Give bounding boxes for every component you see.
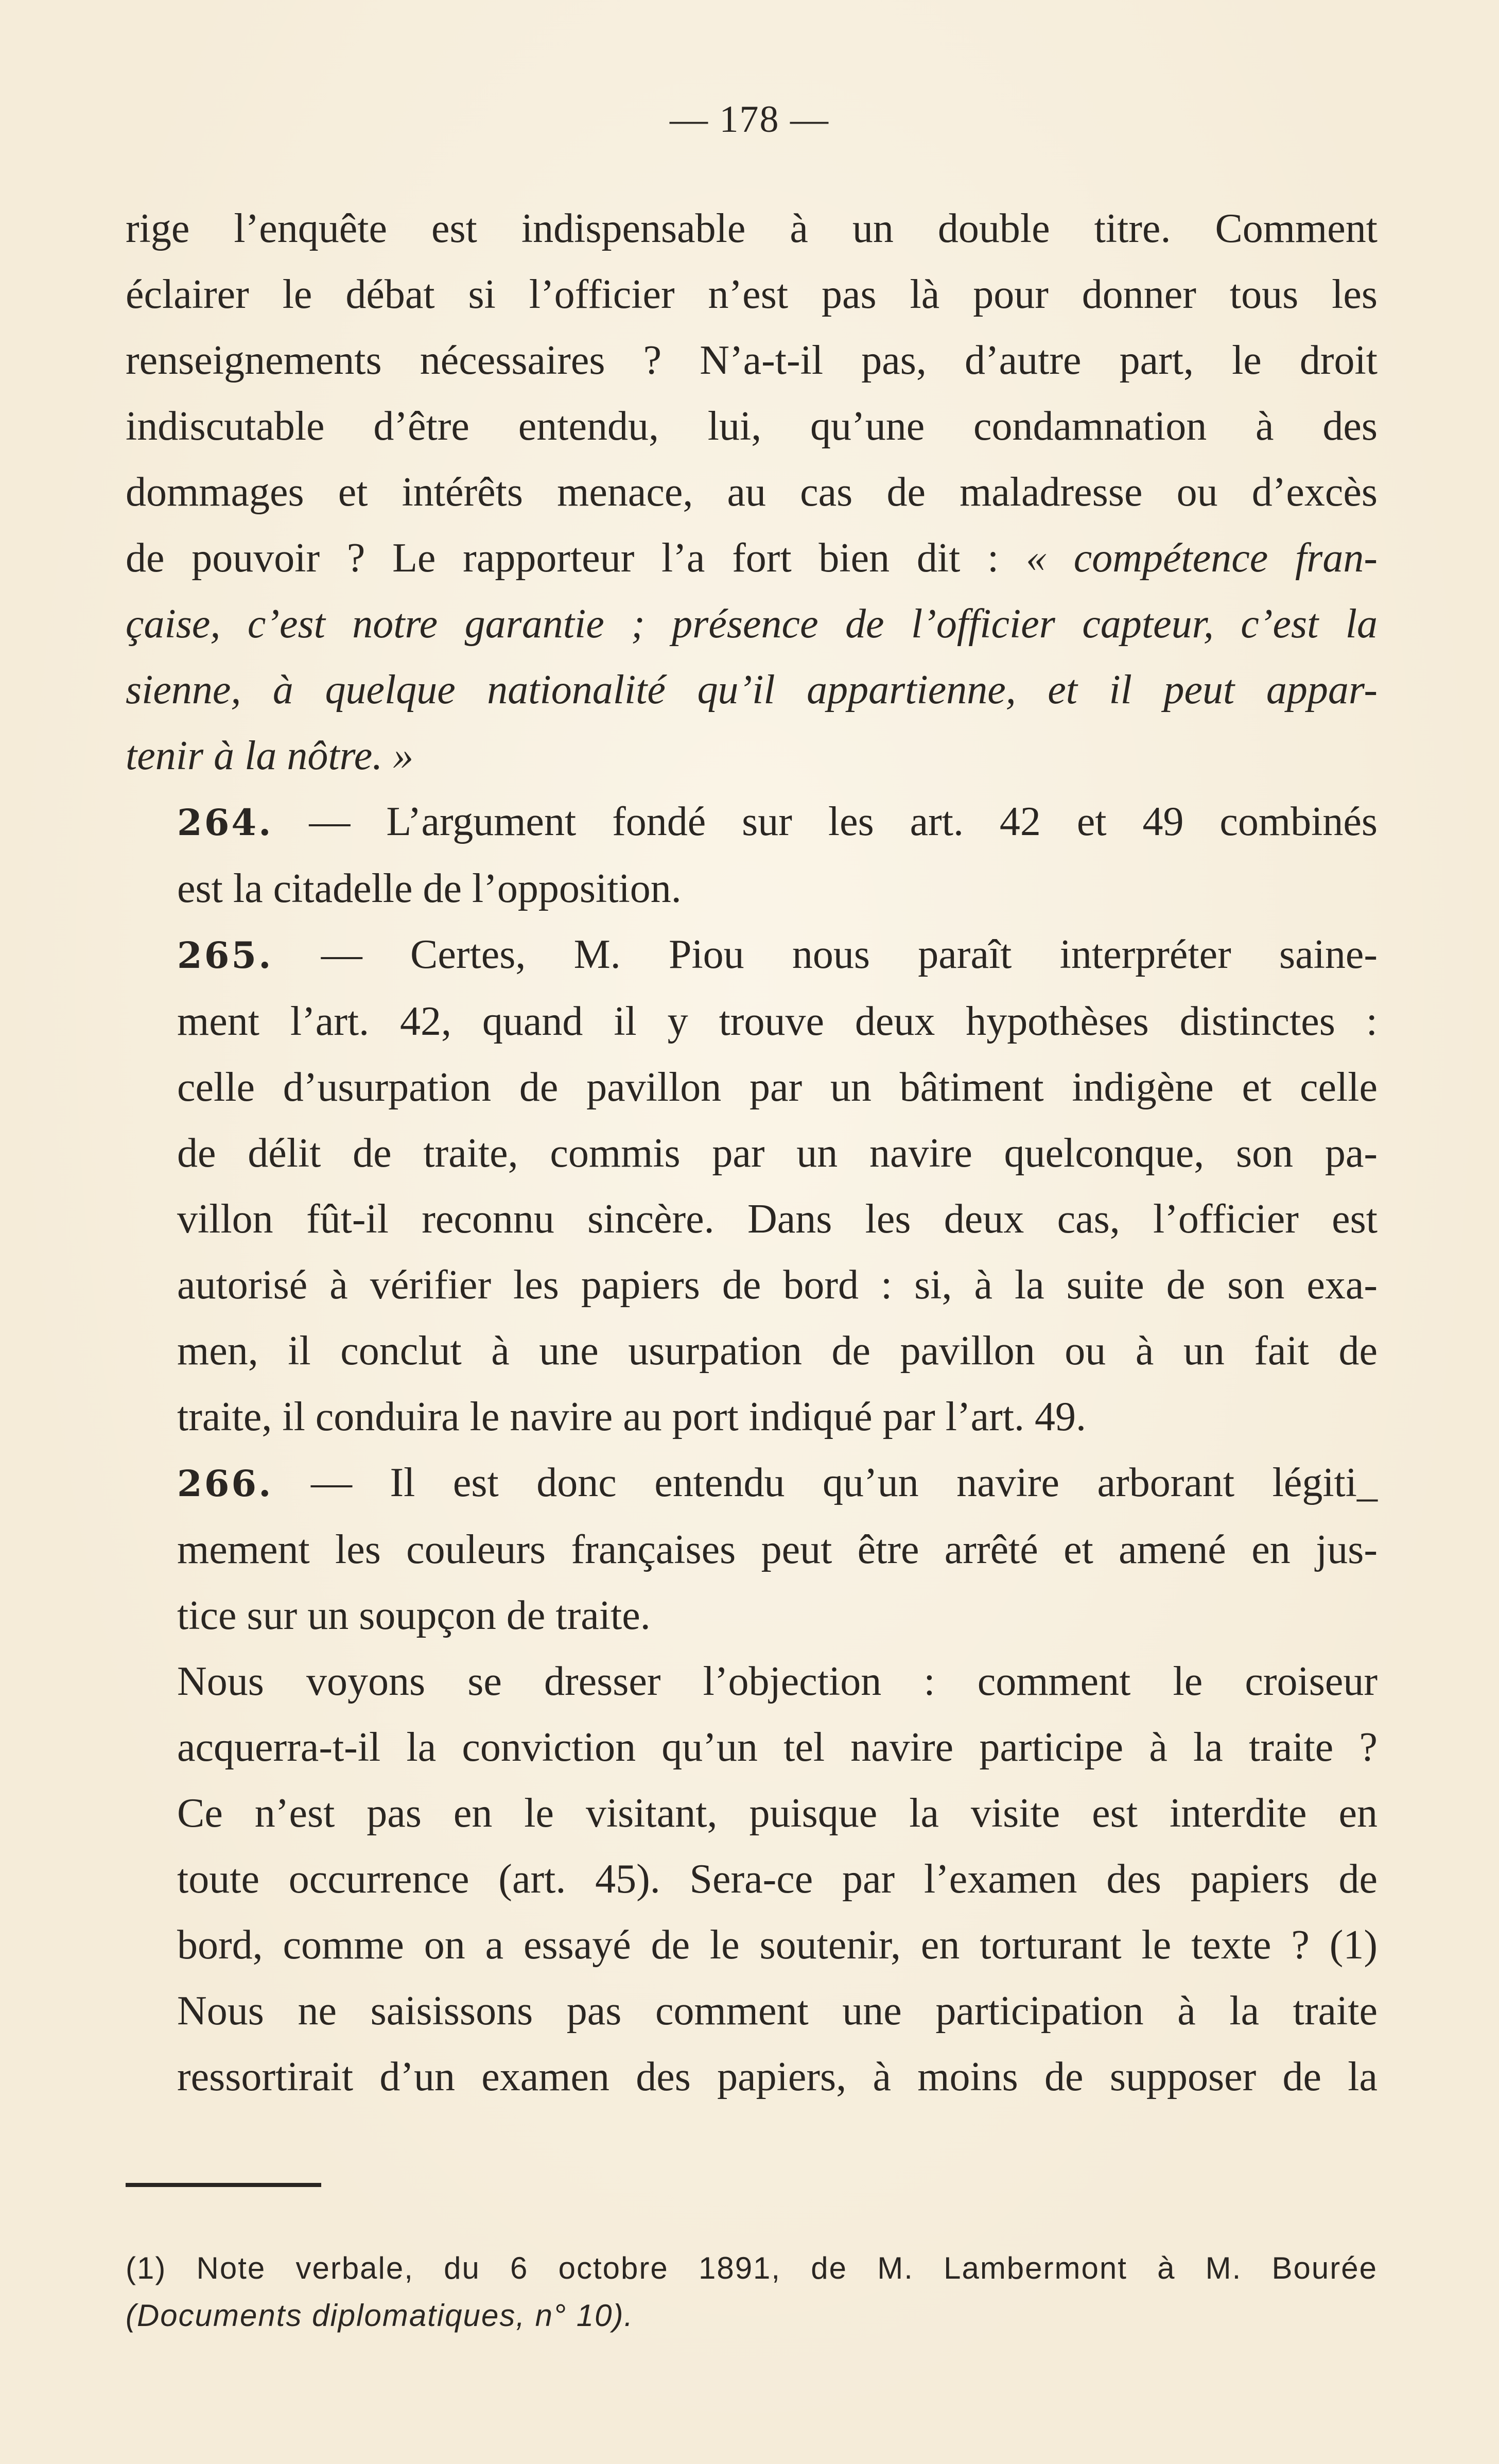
paragraph-266 — [126, 1450, 1378, 1649]
text-line: men, il conclut à une usurpation de pavillon ou à un fait de — [177, 1328, 1378, 1374]
paragraph-264 — [126, 789, 1378, 922]
text-line: éclairer le débat si l’officier n’est pas là pour donner tous les — [126, 272, 1378, 317]
text-line: renseignements nécessaires ? N’a-t-il pas, d’autre part, le droit — [126, 338, 1378, 383]
footnote — [126, 2245, 1378, 2339]
text-line: indiscutable d’être entendu, lui, qu’une condamnation à des — [126, 404, 1378, 449]
text-segment: — Il est donc entendu qu’un navire arborant légiti_ — [311, 1460, 1378, 1505]
text-line — [126, 789, 1378, 856]
text-line: ment l’art. 42, quand il y trouve deux hypothèses distinctes : — [177, 999, 1378, 1044]
text-line: villon fût-il reconnu sincère. Dans les deux cas, l’officier est — [177, 1196, 1378, 1242]
text-line — [126, 922, 1378, 988]
footnote-line: (1) Note verbale, du 6 octobre 1891, de M. Lambermont à M. Bourée — [126, 2251, 1378, 2285]
footnote-divider — [126, 2183, 321, 2187]
text-line: Ce n’est pas en le visitant, puisque la visite est interdite en — [177, 1791, 1378, 1836]
page-number: — 178 — — [670, 98, 829, 141]
text-line: ressortirait d’un examen des papiers, à moins de supposer de la — [177, 2054, 1378, 2099]
paragraph-265 — [126, 922, 1378, 1450]
text-line: acquerra-t-il la conviction qu’un tel navire participe à la traite ? — [177, 1725, 1378, 1770]
text-line: rige l’enquête est indispensable à un double titre. Comment — [126, 206, 1378, 251]
text-line: Nous voyons se dresser l’objection : comment le croiseur — [177, 1659, 1378, 1704]
paragraph-number: 266. — [177, 1462, 273, 1505]
text-segment: — Certes, M. Piou nous paraît interpréter saine- — [321, 932, 1378, 977]
paragraph-continuation — [126, 196, 1378, 789]
body-text — [126, 196, 1378, 2110]
paragraph-number: 264. — [177, 801, 273, 844]
text-line: celle d’usurpation de pavillon par un bâtiment indigène et celle — [177, 1065, 1378, 1110]
text-line: Nous ne saisissons pas comment une participation à la traite — [177, 1988, 1378, 2034]
text-line: est la citadelle de l’opposition. — [177, 866, 682, 911]
text-line: mement les couleurs françaises peut être arrêté et amené en jus- — [177, 1527, 1378, 1572]
text-line: autorisé à vérifier les papiers de bord : si, à la suite de son exa- — [177, 1262, 1378, 1308]
text-line — [126, 1450, 1378, 1517]
footnote-line: (Documents diplomatiques, n° 10). — [126, 2298, 634, 2333]
text-line: dommages et intérêts menace, au cas de maladresse ou d’excès — [126, 470, 1378, 515]
quote-segment: « compétence fran- — [1026, 535, 1378, 581]
text-line: traite, il conduira le navire au port indiqué par l’art. 49. — [177, 1394, 1087, 1439]
text-segment: — L’argument fondé sur les art. 42 et 49 combinés — [309, 799, 1378, 844]
text-line-with-quote — [126, 525, 1378, 591]
text-line: bord, comme on a essayé de le soutenir, en torturant le texte ? (1) — [177, 1922, 1378, 1968]
quote-line: tenir à la nôtre. » — [126, 733, 414, 778]
quote-line: sienne, à quelque nationalité qu’il appartienne, et il peut appar- — [126, 667, 1378, 713]
text-line: toute occurrence (art. 45). Sera-ce par l’examen des papiers de — [177, 1856, 1378, 1902]
text-line: tice sur un soupçon de traite. — [177, 1593, 651, 1638]
quote-line: çaise, c’est notre garantie ; présence de l’officier capteur, c’est la — [126, 601, 1378, 647]
text-line: de délit de traite, commis par un navire quelconque, son pa- — [177, 1131, 1378, 1176]
paragraph-objection — [126, 1649, 1378, 2110]
text-segment: de pouvoir ? Le rapporteur l’a fort bien dit : — [126, 535, 999, 581]
paragraph-number: 265. — [177, 934, 273, 977]
